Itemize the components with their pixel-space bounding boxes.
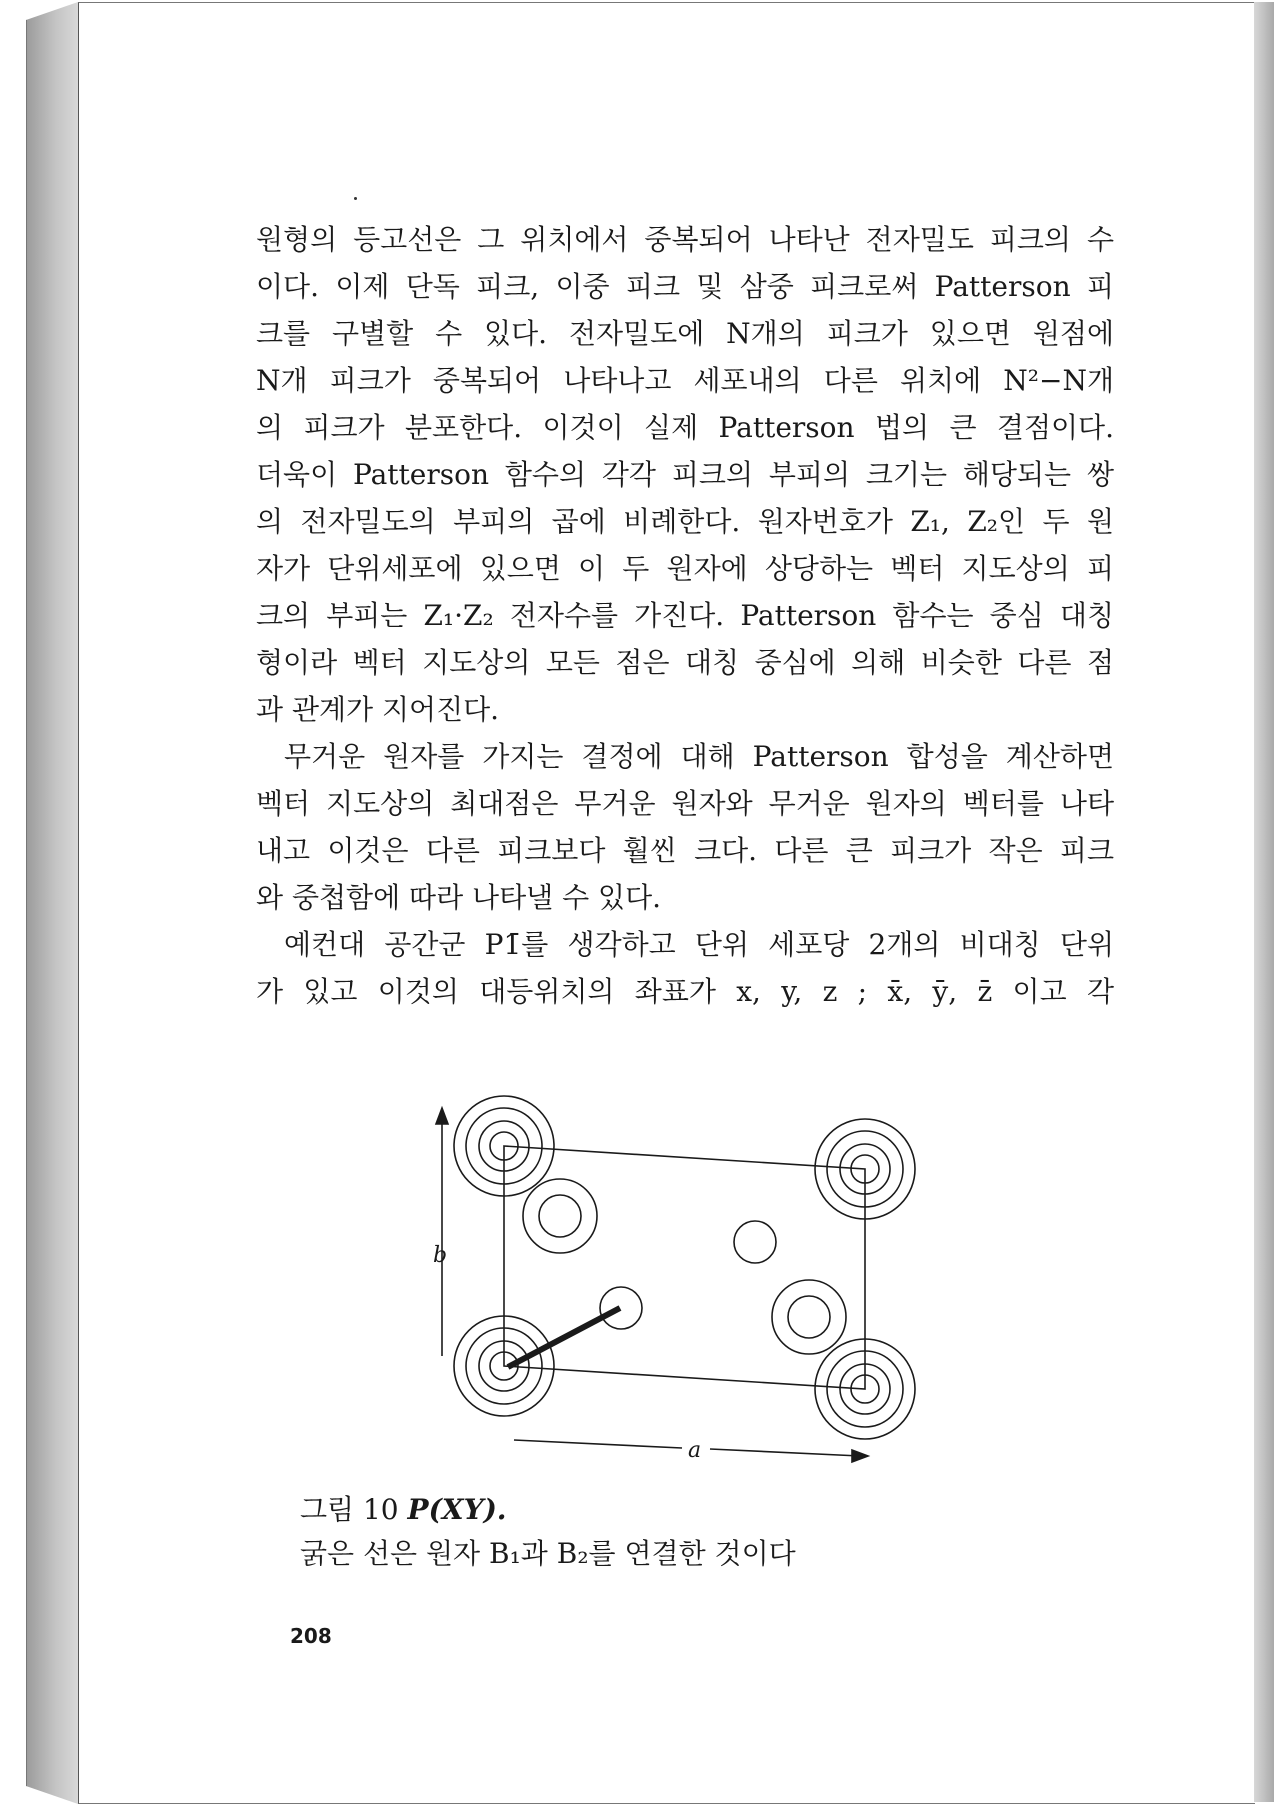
text-line: 이다. 이제 단독 피크, 이중 피크 및 삼중 피크로써 Patterson 피 <box>256 270 1114 303</box>
figure-caption <box>300 1488 796 1576</box>
caption-title-line <box>300 1488 796 1532</box>
b1-b2-bond <box>508 1308 620 1367</box>
axis-a-arrow-left <box>514 1440 682 1448</box>
axis-a-label: a <box>688 1438 702 1463</box>
text-line: 크의 부피는 Z₁·Z₂ 전자수를 가진다. Patterson 함수는 중심 대칭 <box>256 599 1114 632</box>
text-line: 예컨대 공간군 P1̄를 생각하고 단위 세포당 2개의 비대칭 단위 <box>284 928 1114 961</box>
double-peak-lower-right <box>772 1280 846 1354</box>
text-line: 과 관계가 지어진다. <box>256 693 500 726</box>
text-line: 벡터 지도상의 최대점은 무거운 원자와 무거운 원자의 벡터를 나타 <box>256 787 1114 820</box>
axis-a-arrowhead <box>852 1450 868 1462</box>
text-line: 무거운 원자를 가지는 결정에 대해 Patterson 합성을 계산하면 <box>284 740 1114 773</box>
axis-a-arrow-right <box>710 1449 860 1456</box>
text-line: 와 중첩함에 따라 나타낼 수 있다. <box>256 881 662 914</box>
axis-b-label: b <box>433 1243 448 1268</box>
double-peak-upper-left <box>523 1179 597 1253</box>
page-edge-shadow <box>1254 2 1274 1802</box>
book-spine <box>26 2 79 1804</box>
text-line: 크를 구별할 수 있다. 전자밀도에 N개의 피크가 있으면 원점에 <box>256 317 1114 350</box>
single-peak-lower <box>600 1287 642 1329</box>
unit-cell-outline <box>504 1146 865 1389</box>
text-line: 더욱이 Patterson 함수의 각각 피크의 부피의 크기는 해당되는 쌍 <box>256 458 1114 491</box>
patterson-map-svg <box>420 1094 940 1474</box>
text-line: 의 전자밀도의 부피의 곱에 비례한다. 원자번호가 Z₁, Z₂인 두 원 <box>256 505 1114 538</box>
caption-title: P(XY). <box>407 1493 507 1526</box>
page-number: 208 <box>290 1624 332 1648</box>
text-line: 원형의 등고선은 그 위치에서 중복되어 나타난 전자밀도 피크의 수 <box>256 223 1114 256</box>
body-text <box>256 216 1114 1015</box>
text-line: 형이라 벡터 지도상의 모든 점은 대칭 중심에 의해 비슷한 다른 점 <box>256 646 1114 679</box>
patterson-map-figure <box>420 1094 940 1474</box>
text-line: 가 있고 이것의 대등위치의 좌표가 x, y, z ; x̄, ȳ, z̄ 이고 각 <box>256 975 1114 1008</box>
caption-description: 굵은 선은 원자 B₁과 B₂를 연결한 것이다 <box>300 1537 796 1570</box>
single-peak-upper <box>734 1221 776 1263</box>
caption-label: 그림 10 <box>300 1493 399 1526</box>
text-line: N개 피크가 중복되어 나타나고 세포내의 다른 위치에 N²−N개 <box>256 364 1114 397</box>
text-line: 내고 이것은 다른 피크보다 훨씬 크다. 다른 큰 피크가 작은 피크 <box>256 834 1114 867</box>
speck <box>354 197 357 200</box>
text-line: 자가 단위세포에 있으면 이 두 원자에 상당하는 벡터 지도상의 피 <box>256 552 1114 585</box>
axis-b-arrowhead <box>436 1108 448 1124</box>
text-line: 의 피크가 분포한다. 이것이 실제 Patterson 법의 큰 결점이다. <box>256 411 1114 444</box>
